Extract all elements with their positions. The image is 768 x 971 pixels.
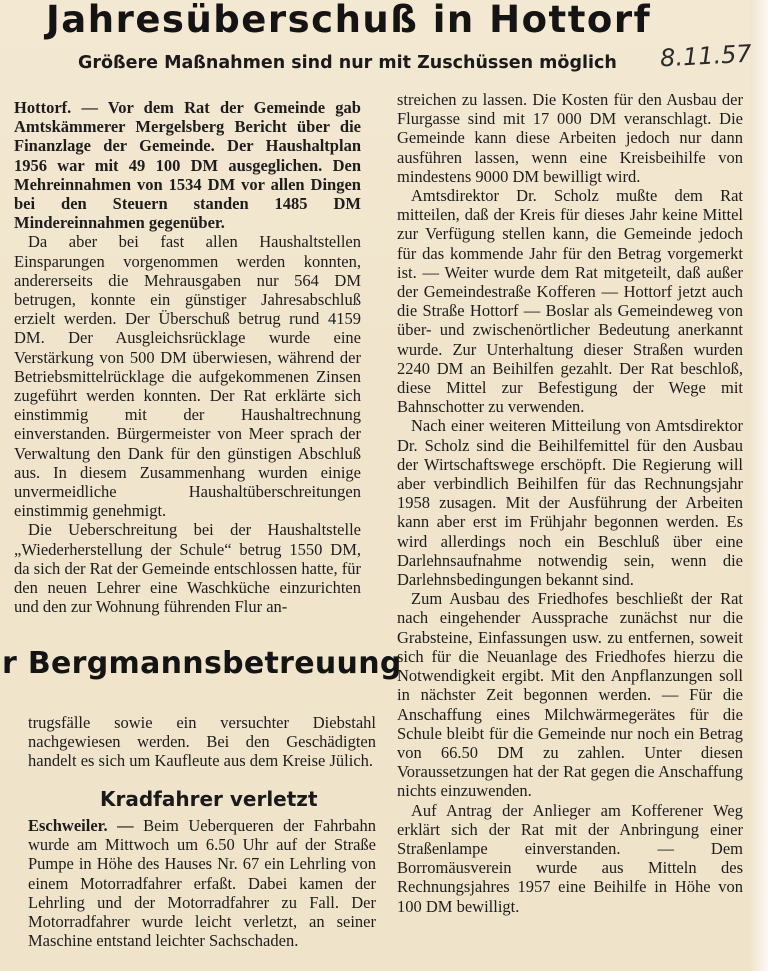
article-kradfahrer-headline: Kradfahrer verletzt [100, 787, 318, 811]
article-hottorf-column-2 [397, 90, 743, 916]
article-paragraph: Da aber bei fast allen Haushaltstellen Einsparungen vorgenommen werden konnten, andererseits die Mehrausgaben nur 564 DM betrugen, konnte ein günstiger Jahresabschluß erzielt werden. Der Überschuß betrug rund 4159 DM. Der Ausgleichsrücklage wurde eine Verstärkung von 500 DM überwiesen, während der Betriebsmittelrücklage die aufgekommenen Zinsen zugeführt werden konnten. Der Rat erklärte sich einstimmig mit der Haushaltrechnung einverstanden. Bürgermeister von Meer sprach der Verwaltung den Dank für den günstigen Abschluß aus. In diesem Zusammenhang wurden einige unvermeidliche Haushaltüberschreitungen einstimmig genehmigt. [14, 232, 361, 521]
article-paragraph: Zum Ausbau des Friedhofes beschließt der Rat nach eingehender Aussprache zunächst nur die Grabsteine, Einfassungen usw. zu entfernen, soweit sich für die Neuanlage des Friedhofes hierzu die Notwendigkeit ergibt. Mit den Anpflanzungen soll in nächster Zeit begonnen werden. — Für die Anschaffung eines Milchwärmegerätes für die Schule bleibt für die Gemeinde nur noch ein Betrag von 66.50 DM zu zahlen. Unter diesen Voraussetzungen hat der Rat gegen die Anschaffung nichts einzuwenden. [397, 589, 743, 801]
article-fragment [28, 713, 376, 771]
article-paragraph: Die Ueberschreitung bei der Haushaltstelle „Wiederherstellung der Schule“ betrug 1550 DM, da sich der Rat der Gemeinde entschlossen hatte, für den neuen Lehrer eine Waschküche einzurichten und den zur Wohnung führenden Flur an- [14, 520, 361, 617]
article-paragraph: Auf Antrag der Anlieger am Kofferener Weg erklärt sich der Rat mit der Anbringung einer Straßenlampe einverstanden. — Dem Borromäusverein wurde aus Mitteln des Rechnungsjahres 1957 eine Beihilfe in Höhe von 100 DM bewilligt. [397, 800, 743, 916]
paper-edge [750, 0, 768, 971]
article-hottorf-column-1 [14, 98, 361, 616]
article-paragraph: Amtsdirektor Dr. Scholz mußte dem Rat mitteilen, daß der Kreis für dieses Jahr keine Mittel zur Verfügung stellen kann, die Gemeinde jedoch für das kommende Jahr für den Betrag vorgemerkt ist. — Weiter wurde dem Rat mitgeteilt, daß außer der Gemeindestraße Kofferen — Hottorf jetzt auch die Straße Hottorf — Boslar als Gemeindeweg von über- und zwischenörtlicher Bedeutung anerkannt wurde. Zur Unterhaltung dieser Straßen wurden 2240 DM an Beihilfen gezahlt. Der Rat beschloß, diese Mittel zur Befestigung der Wege mit Bahnschotter zu verwenden. [397, 186, 743, 417]
article-lead: Hottorf. — Vor dem Rat der Gemeinde gab Amtskämmerer Mergelsberg Bericht über die Finanzlage der Gemeinde. Der Haushaltplan 1956 war mit 49 100 DM ausgeglichen. Den Mehreinnahmen von 1534 DM vor allen Dingen bei den Steuern standen 1485 DM Mindereinnahmen gegenüber. [14, 98, 361, 233]
article-kradfahrer [28, 816, 376, 950]
headline: Jahresüberschuß in Hottorf [46, 0, 652, 41]
article-body: Beim Ueberqueren der Fahrbahn wurde am Mittwoch um 6.50 Uhr auf der Straße Pumpe in Höhe des Hauses Nr. 67 ein Lehrling von einem Motorradfahrer erfaßt. Dabei kamen der Lehrling und der Motorradfahrer zu Fall. Der Motorradfahrer wurde leicht verletzt, an seiner Maschine entstand leichter Sachschaden. [28, 816, 376, 951]
subheadline: Größere Maßnahmen sind nur mit Zuschüssen möglich [78, 53, 617, 73]
article-lead: Eschweiler. — [28, 816, 134, 835]
handwritten-date: 8.11.57 [659, 39, 753, 73]
banner-headline: r Bergmannsbetreuung [2, 646, 402, 681]
article-paragraph: Nach einer weiteren Mitteilung von Amtsdirektor Dr. Scholz sind die Beihilfemittel für den Ausbau der Wirtschaftswege erschöpft. Die Regierung will aber verbindlich Beihilfen für das Rechnungsjahr 1958 zusagen. Mit der Ausführung der Arbeiten kann aber erst im Frühjahr begonnen werden. Es wird allerdings noch ein Beschluß über eine Darlehnsaufnahme notwendig sein, wenn die Darlehnsbedingungen bekannt sind. [397, 416, 743, 590]
article-paragraph: streichen zu lassen. Die Kosten für den Ausbau der Flurgasse sind mit 17 000 DM veranschlagt. Die Gemeinde kann diese Arbeiten jedoch nur dann ausführen lassen, wenn eine Kreisbeihilfe von mindestens 9000 DM bewilligt wird. [397, 90, 743, 186]
article-paragraph: trugsfälle sowie ein versuchter Diebstahl nachgewiesen werden. Bei den Geschädigten handelt es sich um Kaufleute aus dem Kreise Jülich. [28, 713, 376, 771]
